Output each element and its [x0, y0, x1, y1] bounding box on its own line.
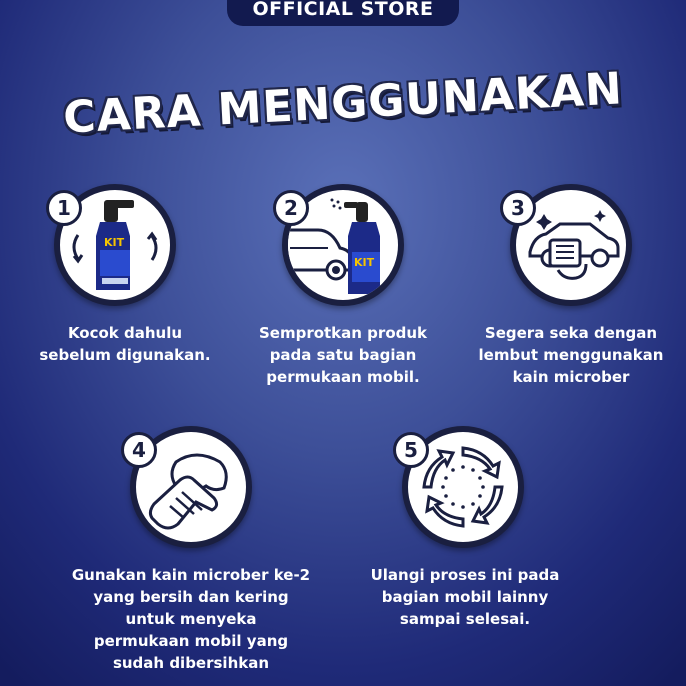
- badge-label: OFFICIAL STORE: [252, 0, 434, 20]
- step-2-caption: [238, 322, 448, 388]
- step-4-number: 4: [121, 432, 157, 468]
- caption-line: sebelum digunakan.: [39, 346, 211, 364]
- step-3-number: 3: [500, 190, 536, 226]
- caption-line: untuk menyeka: [125, 610, 257, 628]
- step-4-caption: [56, 564, 326, 674]
- caption-line: Gunakan kain microber ke-2: [71, 566, 311, 584]
- svg-text:KIT: KIT: [104, 236, 125, 249]
- svg-text:KIT: KIT: [354, 256, 375, 269]
- caption-line: sampai selesai.: [399, 610, 531, 628]
- caption-line: Ulangi proses ini pada: [370, 566, 560, 584]
- step-5-caption: [350, 564, 580, 630]
- caption-line: bagian mobil lainny: [381, 588, 549, 606]
- caption-line: kain microber: [512, 368, 630, 386]
- caption-line: permukaan mobil.: [266, 368, 420, 386]
- caption-line: Segera seka dengan: [484, 324, 658, 342]
- caption-line: lembut menggunakan: [478, 346, 664, 364]
- step-2-number: 2: [273, 190, 309, 226]
- step-3-caption: [466, 322, 676, 388]
- step-5-number: 5: [393, 432, 429, 468]
- caption-line: yang bersih dan kering: [93, 588, 289, 606]
- caption-line: Kocok dahulu: [67, 324, 183, 342]
- caption-line: sudah dibersihkan: [112, 654, 270, 672]
- caption-line: permukaan mobil yang: [93, 632, 289, 650]
- step-1-number: 1: [46, 190, 82, 226]
- caption-line: Semprotkan produk: [258, 324, 428, 342]
- official-store-badge: [227, 0, 459, 26]
- page-title: CARA MENGGUNAKAN: [62, 63, 624, 144]
- caption-line: pada satu bagian: [269, 346, 417, 364]
- step-1-caption: [20, 322, 230, 366]
